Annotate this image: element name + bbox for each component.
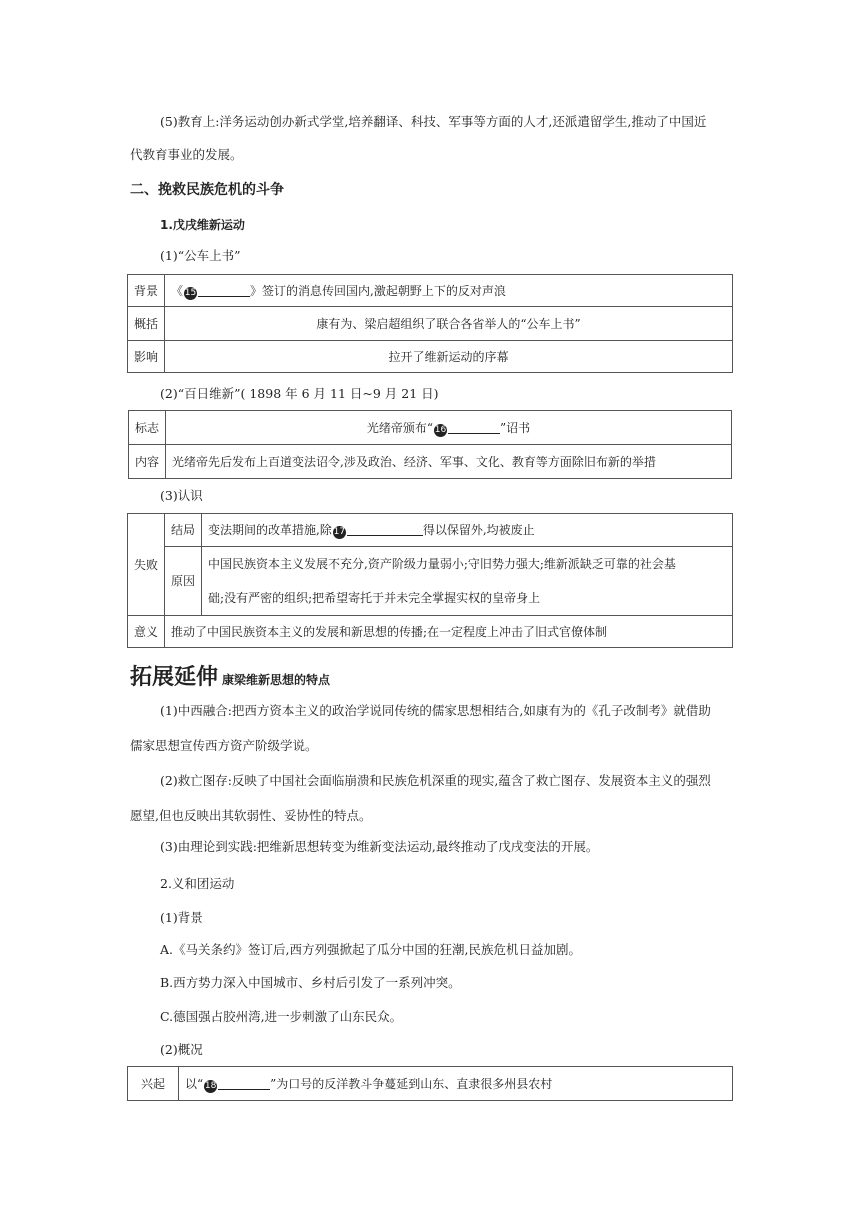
- row-label-cause: 原因: [165, 547, 202, 616]
- intro-line-2: 代教育事业的发展。: [130, 147, 243, 162]
- boxer-background-b: B.西方势力深入中国城市、乡村后引发了一系列冲突。: [160, 975, 461, 990]
- cell-meaning: 推动了中国民族资本主义的发展和新思想的传播;在一定程度上冲击了旧式官僚体制: [165, 616, 733, 648]
- fill-blank-17[interactable]: [347, 521, 423, 536]
- blank-number-icon: 17: [333, 527, 346, 537]
- row-label-summary: 概括: [128, 307, 165, 341]
- understanding-heading: (3)认识: [160, 488, 203, 503]
- row-label-impact: 影响: [128, 341, 165, 373]
- row-label-background: 背景: [128, 275, 165, 307]
- extension-heading: [130, 660, 330, 691]
- cause-line-1: 中国民族资本主义发展不充分,资产阶级力量弱小;守旧势力强大;维新派缺乏可靠的社会基: [208, 557, 676, 571]
- gongche-heading: (1)“公车上书”: [160, 248, 241, 263]
- text-post: ”为口号的反洋教斗争蔓延到山东、直隶很多州县农村: [270, 1076, 553, 1091]
- cell-result: [202, 514, 733, 547]
- fill-blank-16[interactable]: [448, 419, 500, 434]
- ext-p1-line2: 儒家思想宣传西方资产阶级学说。: [130, 738, 318, 753]
- cell-background: [165, 275, 733, 307]
- cell-impact: 拉开了维新运动的序幕: [165, 341, 733, 373]
- row-label-content: 内容: [129, 445, 166, 479]
- boxer-overview-table: [127, 1066, 733, 1101]
- row-label-meaning: 意义: [128, 616, 165, 648]
- cell-summary: 康有为、梁启超组织了联合各省举人的“公车上书”: [165, 307, 733, 341]
- blank-number-icon: 18: [204, 1080, 217, 1091]
- row-label-sign: 标志: [129, 411, 166, 445]
- boxer-background-c: C.德国强占胶州湾,进一步刺激了山东民众。: [160, 1009, 403, 1024]
- cell-content: 光绪帝先后发布上百道变法诏令,涉及政治、经济、军事、文化、教育等方面除旧布新的举措: [166, 445, 732, 479]
- text-pre: 以“: [185, 1076, 204, 1091]
- ext-p2-line2: 愿望,但也反映出其软弱性、妥协性的特点。: [130, 808, 372, 823]
- cell-cause: [202, 547, 733, 616]
- ext-p2-line1: (2)救亡图存:反映了中国社会面临崩溃和民族危机深重的现实,蕴含了救亡图存、发展资本主义的强烈: [160, 773, 711, 788]
- fill-blank-15[interactable]: [198, 282, 250, 297]
- fill-blank-18[interactable]: [218, 1075, 270, 1090]
- boxer-heading: 2.义和团运动: [160, 876, 235, 891]
- boxer-background-a: A.《马关条约》签订后,西方列强掀起了瓜分中国的狂潮,民族危机日益加剧。: [160, 942, 581, 957]
- blank-number-icon: 15: [184, 287, 197, 298]
- text-post: ”诏书: [500, 420, 531, 435]
- text-post: 》签订的消息传回国内,激起朝野上下的反对声浪: [250, 283, 506, 298]
- text-pre: 变法期间的改革措施,除: [208, 523, 332, 537]
- row-label-result: 结局: [165, 514, 202, 547]
- ext-p1-line1: (1)中西融合:把西方资本主义的政治学说同传统的儒家思想相结合,如康有为的《孔子改制考》就借助: [160, 703, 711, 718]
- understanding-table: [127, 513, 733, 648]
- row-label-rise: 兴起: [128, 1067, 179, 1101]
- text-pre: 《: [171, 283, 184, 298]
- blank-number-icon: 16: [434, 424, 447, 435]
- text-post: 得以保留外,均被废止: [422, 523, 535, 537]
- boxer-background-heading: (1)背景: [160, 910, 203, 925]
- gongche-table: [127, 274, 733, 373]
- extension-title: 拓展延伸: [130, 665, 219, 690]
- boxer-overview-heading: (2)概况: [160, 1042, 203, 1057]
- cell-sign: [166, 411, 732, 445]
- ext-p3: (3)由理论到实践:把维新思想转变为维新变法运动,最终推动了戊戌变法的开展。: [160, 839, 599, 854]
- hundred-days-table: [128, 410, 732, 479]
- extension-subtitle: 康梁维新思想的特点: [222, 673, 331, 687]
- row-label-failure: 失败: [128, 514, 165, 616]
- text-pre: 光绪帝颁布“: [366, 420, 433, 435]
- cell-rise: [179, 1067, 733, 1101]
- intro-line-1: (5)教育上:洋务运动创办新式学堂,培养翻译、科技、军事等方面的人才,还派遣留学生,推动了中国近: [160, 114, 707, 129]
- section-title: 二、挽救民族危机的斗争: [130, 182, 284, 198]
- hundred-days-heading: (2)“百日维新”( 1898 年 6 月 11 日~9 月 21 日): [160, 386, 439, 401]
- subsection-title-reform: 1.戊戌维新运动: [160, 218, 245, 232]
- cause-line-2: 础;没有严密的组织;把希望寄托于并未完全掌握实权的皇帝身上: [208, 591, 541, 605]
